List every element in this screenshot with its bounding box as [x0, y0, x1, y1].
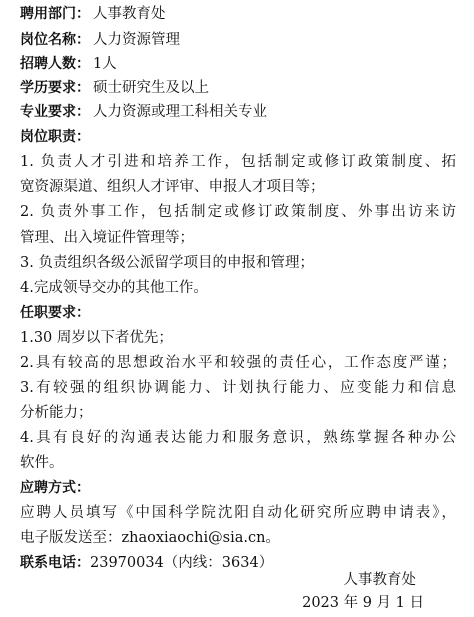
- requirement-line: 2.具有较高的思想政治水平和较强的责任心，工作态度严谨；: [20, 355, 456, 371]
- education-label: 学历要求：: [20, 80, 90, 96]
- count-value: 1人: [93, 56, 117, 72]
- signature-org: 人事教育处: [343, 572, 416, 588]
- duty-line: 2. 负责外事工作，包括制定或修订政策制度、外事出访来访: [20, 204, 456, 220]
- requirement-line: 3.有较强的组织协调能力、计划执行能力、应变能力和信息: [20, 380, 456, 396]
- major-row: [20, 100, 456, 124]
- duty-line: 宽资源渠道、组织人才评审、申报人才项目等；: [20, 179, 325, 195]
- position-value: 人力资源管理: [93, 32, 180, 48]
- duties-heading: 岗位职责：: [20, 129, 90, 145]
- position-label: 岗位名称：: [20, 32, 90, 48]
- dept-row: [20, 2, 456, 26]
- major-label: 专业要求：: [20, 104, 90, 120]
- duty-line: 4.完成领导交办的其他工作。: [20, 280, 208, 296]
- duty-line: 1. 负责人才引进和培养工作，包括制定或修订政策制度、拓: [20, 154, 456, 170]
- education-row: [20, 76, 456, 100]
- phone-label: 联系电话：: [20, 555, 90, 571]
- duty-line: 管理、出入境证件管理等；: [20, 230, 194, 246]
- position-row: [20, 28, 456, 52]
- count-label: 招聘人数：: [20, 56, 90, 72]
- duty-line: 3. 负责组织各级公派留学项目的申报和管理；: [20, 255, 314, 271]
- requirement-line: 1.30 周岁以下者优先；: [20, 330, 173, 346]
- count-row: [20, 52, 456, 76]
- dept-label: 聘用部门：: [20, 6, 90, 22]
- apply-email-line: 电子版发送至：zhaoxiaochi@sia.cn。: [20, 530, 280, 546]
- requirement-line: 4.具有良好的沟通表达能力和服务意识，熟练掌握各种办公: [20, 430, 456, 446]
- dept-value: 人事教育处: [93, 6, 166, 22]
- requirement-line: 分析能力；: [20, 405, 93, 421]
- major-value: 人力资源或理工科相关专业: [93, 104, 267, 120]
- phone-value: 23970034（内线：3634）: [90, 555, 274, 571]
- education-value: 硕士研究生及以上: [93, 80, 209, 96]
- signature-date: 2023 年 9 月 1 日: [302, 595, 424, 611]
- requirements-heading: 任职要求：: [20, 305, 90, 321]
- apply-heading: 应聘方式：: [20, 480, 90, 496]
- apply-instruction: 应聘人员填写《中国科学院沈阳自动化研究所应聘申请表》，: [20, 505, 456, 521]
- requirement-line: 软件。: [20, 455, 64, 471]
